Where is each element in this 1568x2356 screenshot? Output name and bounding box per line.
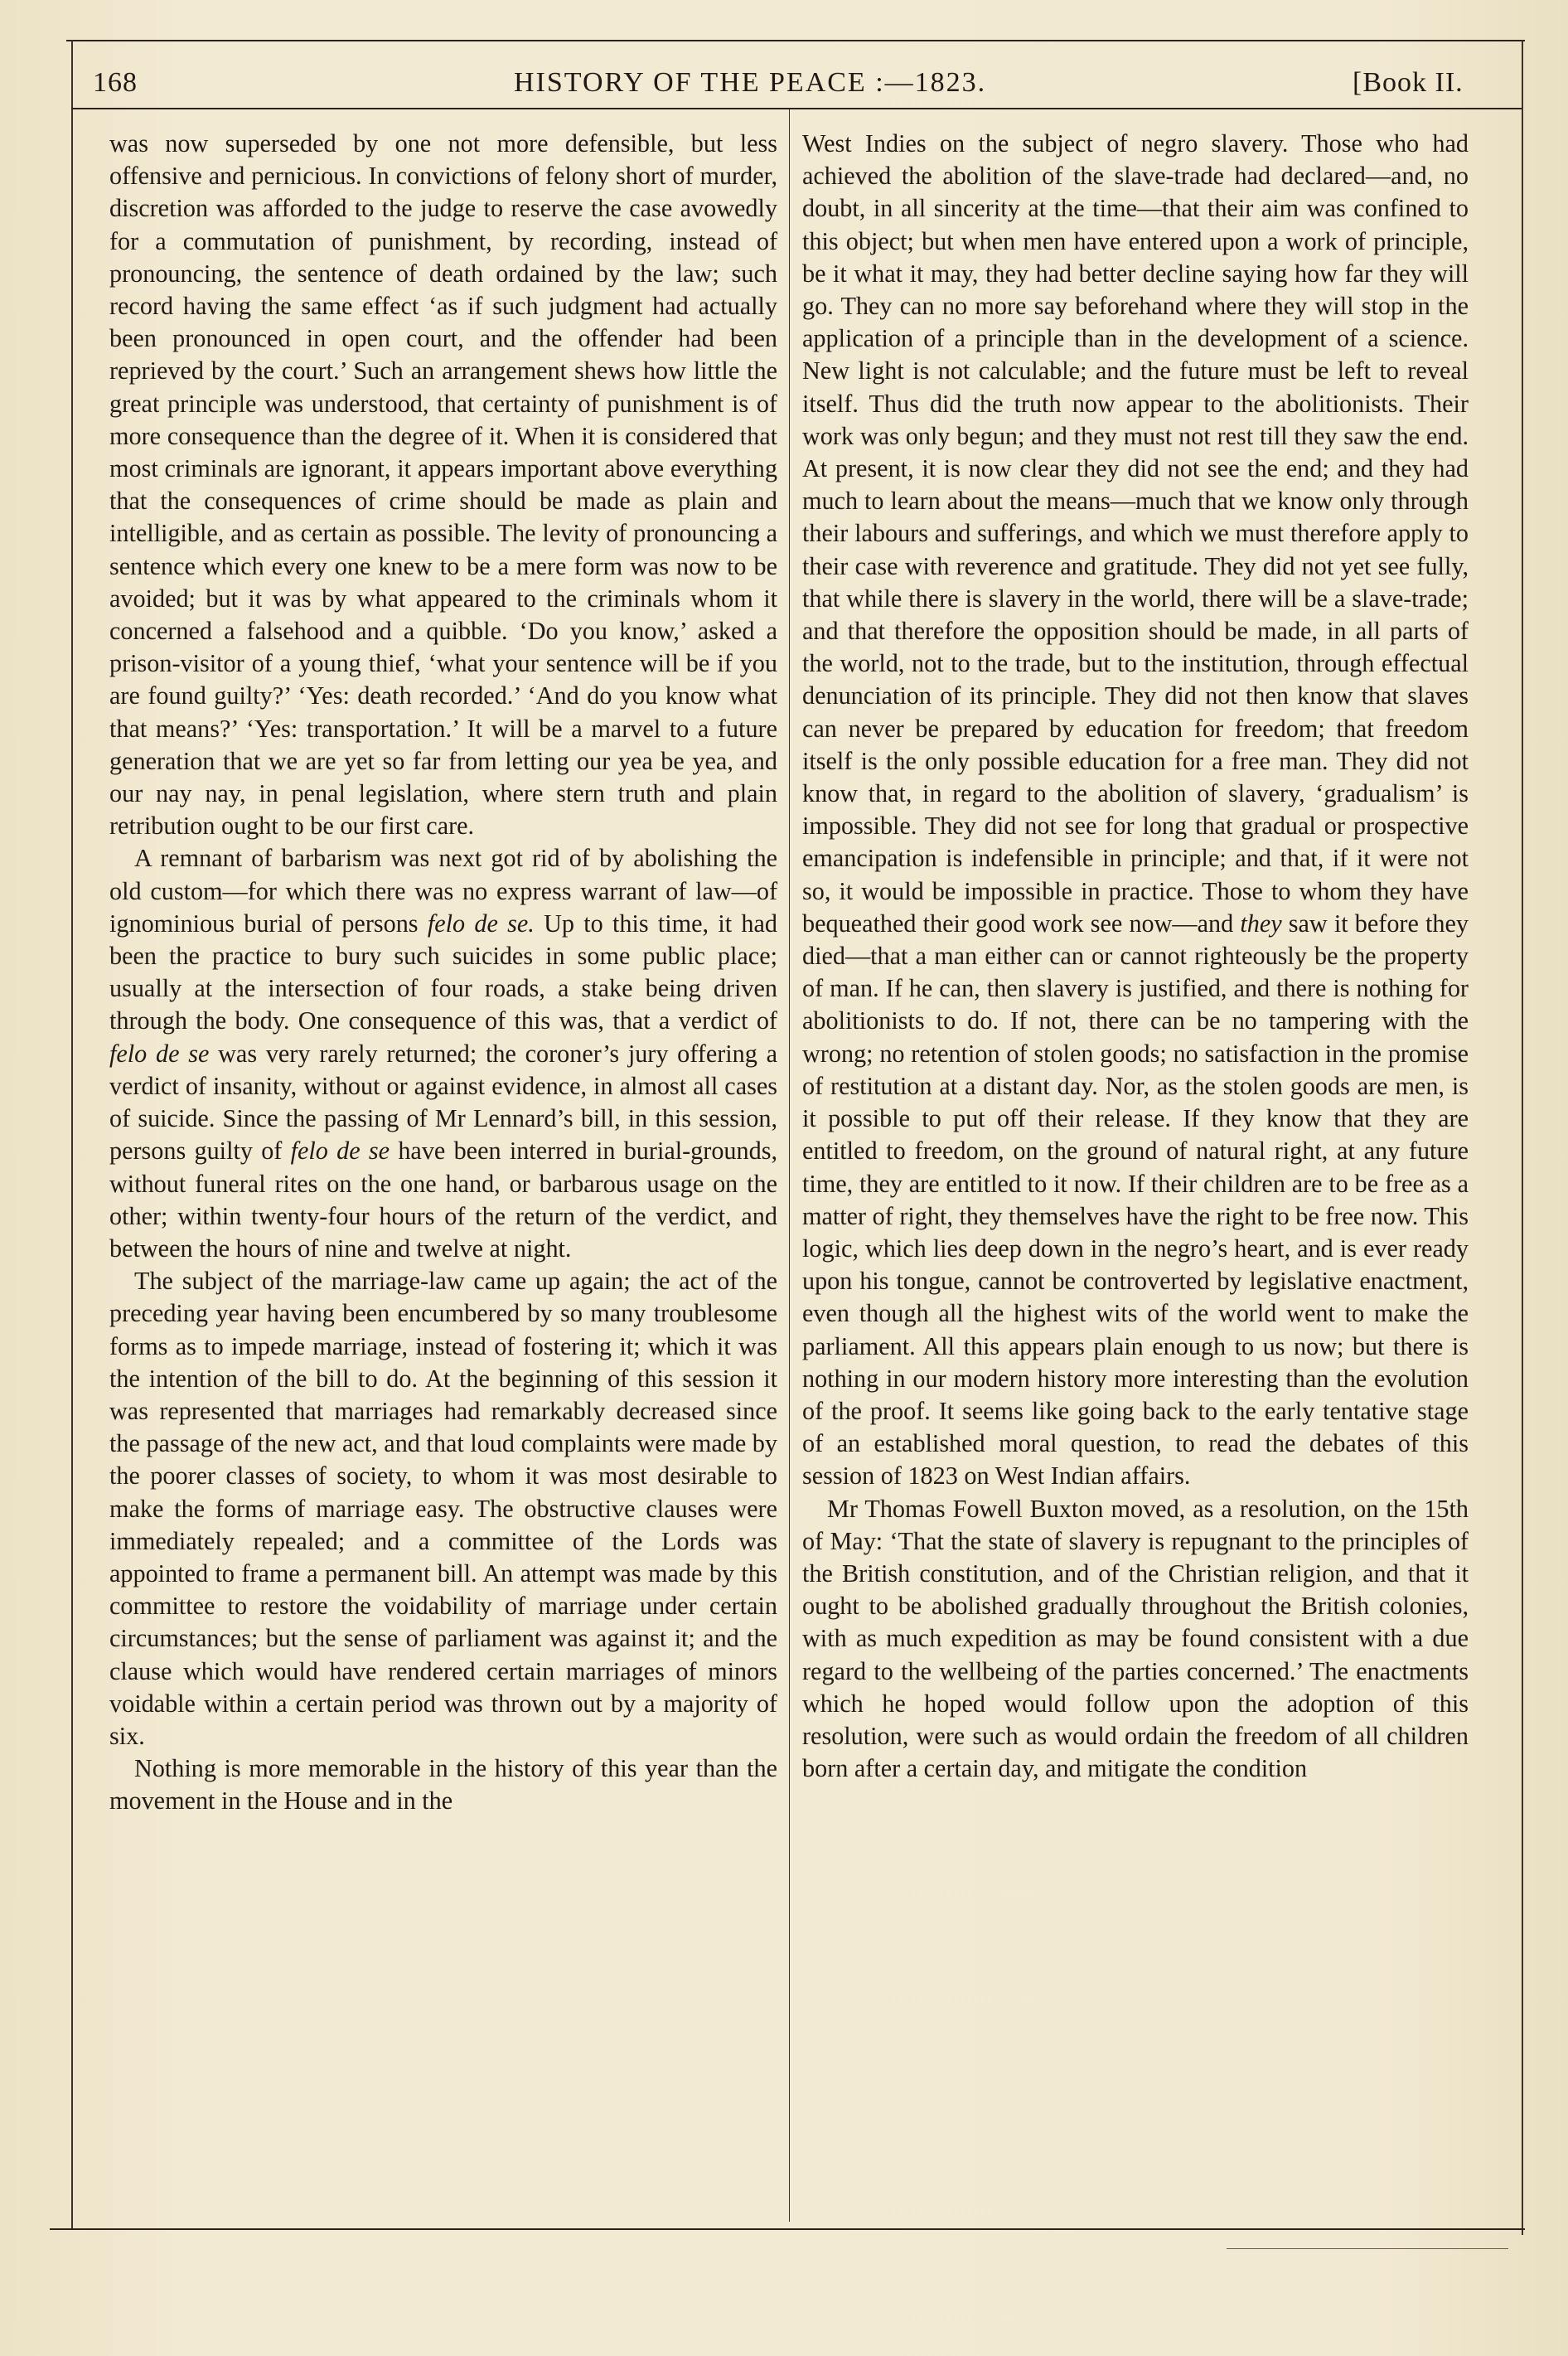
paragraph-felo-de-se [109,842,777,1265]
bottom-rule [50,2228,1525,2230]
text-run: saw it before they died—that a man either can or cannot righteously be the property of man. If he can, then slavery is justified, and there is nothing for abolitionists to do. If not, there can be no tampering with the wrong; no retention of stolen goods; no satisfaction in the promise of restitution at a distant day. Nor, as the stolen goods are men, is it possible to put off their release. If they know that they are entitled to freedom, on the ground of natural right, at any future time, they are entitled to it now. If their children are to be free as a matter of right, they themselves have the right to be free now. This logic, which lies deep down in the negro’s heart, and is ever ready upon his tongue, cannot be controverted by legislative enactment, even though all the highest wits of the world went to make the parliament. All this appears plain enough to us now; but there is nothing in our modern history more interesting than the evolution of the proof. It seems like going back to the early tentative stage of an established moral question, to read the debates of this session of 1823 on West Indian affairs. [802,909,1469,1491]
text-run: have been interred in burial-grounds, without funeral rites on the one hand, or barbarous usage on the other; within twenty-four hours of the return of the verdict, and between the hours of nine and twelve at night. [109,1137,777,1263]
page-number: 168 [93,67,138,98]
bottom-rule-secondary [1227,2248,1508,2249]
running-title: HISTORY OF THE PEACE :—1823. [514,67,987,98]
paragraph-buxton-resolution: Mr Thomas Fowell Buxton moved, as a resolution, on the 15th of May: ‘That the state of slavery is repugnant to the principles of the British constitution, and of the Christian religion, and that it ought to be abolished gradually throughout the British colonies, with as much expedition as may be found consistent with a due regard to the wellbeing of the parties concerned.’ The enactments which he hoped would follow upon the adoption of this resolution, were such as would ordain the freedom of all children born after a certain day, and mitigate the condition [802,1494,1469,1783]
left-frame-rule [71,40,73,2228]
text-run: A remnant of barbarism was next got rid of by abolishing the old custom—for which there was no express warrant of law—of ignominious burial of persons [109,844,777,938]
left-column [109,128,777,1818]
italic-term: felo de se. [427,909,535,938]
text-run: West Indies on the subject of negro slavery. Those who had achieved the abolition of the slave-trade had declared—and, no doubt, in all sincerity at the time—that their aim was confined to this object; but when men have entered upon a work of principle, be it what it may, they had better decline saying how far they will go. They can no more say beforehand where they will stop in the application of a principle than in the development of a science. New light is not calculable; and the future must be left to reveal itself. Thus did the truth now appear to the abolitionists. Their work was only begun; and they must not rest till they saw the end. At present, it is now clear they did not see the end; and they had much to learn about the means—much that we know only through their labours and sufferings, and which we must therefore apply to their case with reverence and gratitude. They did not yet see fully, that while there is slavery in the world, there will be a slave-trade; and that therefore the opposition should be made, in all parts of the world, not to the trade, but to the institution, through effectual denunciation of its principle. They did not then know that slaves can never be prepared by education for freedom; that freedom itself is the only possible education for a free man. They did not know that, in regard to the abolition of slavery, ‘gradualism’ is impossible. They did not see for long that gradual or prospective emancipation is indefensible in principle; and that, if it were not so, it would be impossible in practice. Those to whom they have bequeathed their good work see now—and [802,129,1469,938]
paragraph-capital-punishment: was now superseded by one not more defensible, but less offensive and pernicious. In convictions of felony short of murder, discretion was afforded to the judge to reserve the case avowedly for a commutation of punishment, by recording, instead of pronouncing, the sentence of death ordained by the law; such record having the same effect ‘as if such judgment had actually been pronounced in open court, and the offender had been reprieved by the court.’ Such an arrangement shews how little the great principle was understood, that certainty of punishment is of more consequence than the degree of it. When it is considered that most criminals are ignorant, it appears important above everything that the consequences of crime should be made as plain and intelligible, and as certain as possible. The levity of pronouncing a sentence which every one knew to be a mere form was now to be avoided; but it was by what appeared to the criminals whom it concerned a falsehood and a quibble. ‘Do you know,’ asked a prison-visitor of a young thief, ‘what your sentence will be if you are found guilty?’ ‘Yes: death recorded.’ ‘And do you know what that means?’ ‘Yes: transportation.’ It will be a marvel to a future generation that we are yet so far from letting our yea be yea, and our nay nay, in penal legislation, where stern truth and plain retribution ought to be our first care. [109,129,777,841]
paragraph-marriage-law: The subject of the marriage-law came up again; the act of the preceding year having been encumbered by so many troublesome forms as to impede marriage, instead of fostering it; which it was the intention of the bill to do. At the beginning of this session it was represented that marriages had remarkably decreased since the passage of the new act, and that loud complaints were made by the poorer classes of society, to whom it was most desirable to make the forms of marriage easy. The obstructive clauses were immediately repealed; and a committee of the Lords was appointed to frame a permanent bill. An attempt was made by this committee to restore the voidability of marriage under certain circumstances; but the sense of parliament was against it; and the clause which would have rendered certain marriages of minors voidable within a certain period was thrown out by a majority of six. [109,1267,777,1750]
italic-term: they [1240,909,1282,938]
right-column [802,128,1469,1785]
book-label: [Book II. [1353,67,1464,98]
italic-term: felo de se [290,1137,390,1166]
text-run: Up to this time, it had been the practice to bury such suicides in some public place; usually at the intersection of four roads, a stake being driven through the body. One consequence of this was, that a verdict of [109,909,777,1035]
right-frame-rule [1522,40,1523,2235]
top-rule [66,40,1525,41]
header-rule [71,108,1522,109]
paragraph-slavery [802,128,1469,1493]
text-run: was very rarely returned; the coroner’s jury offering a verdict of insanity, without or against evidence, in almost all cases of suicide. Since the passing of Mr Lennard’s bill, in this session, persons guilty of [109,1039,778,1166]
column-divider [789,109,790,2222]
paragraph-movement: Nothing is more memorable in the history of this year than the movement in the House and in the [109,1754,777,1815]
italic-term: felo de se [109,1039,210,1068]
